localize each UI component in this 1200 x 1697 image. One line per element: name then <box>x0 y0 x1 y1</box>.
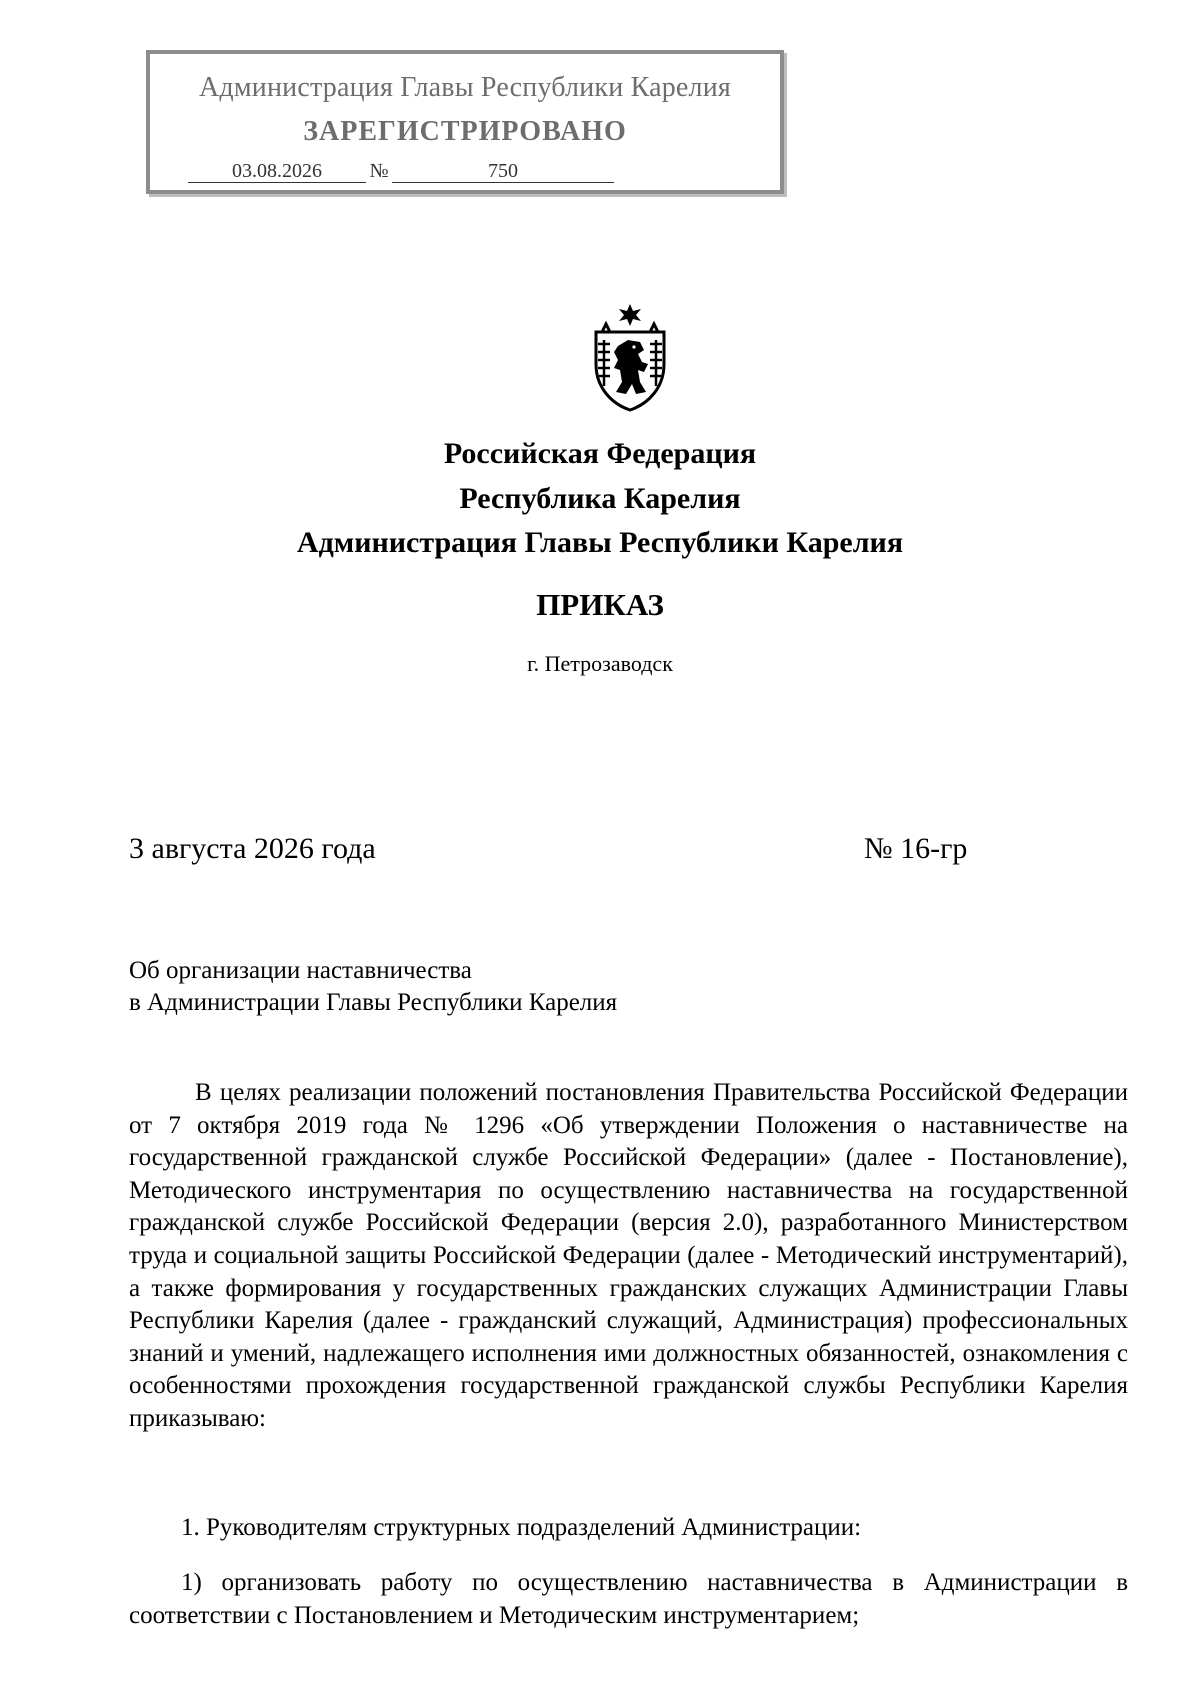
stamp-registration-line <box>188 160 614 183</box>
stamp-number: 750 <box>392 160 614 183</box>
clause-1-heading: 1. Руководителям структурных подразделений Администрации: <box>181 1514 862 1541</box>
document-city: г. Петрозаводск <box>527 651 673 676</box>
document-type: ПРИКАЗ <box>536 587 664 622</box>
registration-stamp <box>146 50 784 194</box>
karelia-coat-of-arms-icon <box>584 302 676 414</box>
subject-line-2: в Администрации Главы Республики Карелия <box>129 989 618 1016</box>
clause-1-item-1: 1) организовать работу по осуществлению наставничества в Администрации в соответствии с Постановлением и Методическим инструментарием; <box>129 1569 1128 1629</box>
order-number: № 16-гр <box>864 832 968 865</box>
order-subject <box>129 955 617 1019</box>
subject-line-1: Об организации наставничества <box>129 957 472 984</box>
preamble-paragraph: В целях реализации положений постановления Правительства Российской Федерации от 7 октября 2019 года № 1296 «Об утверждении Положения о наставничестве на государственной гражданской службе Российской Федерации» (далее - Постановление), Методического инструментария по осуществлению наставничества на государственной гражданской службе Российской Федерации (версия 2.0), разработанного Министерством труда и социальной защиты Российской Федерации (далее - Методический инструментарий), а также формирования у государственных гражданских служащих Администрации Главы Республики Карелия (далее - гражданский служащий, Администрация) профессиональных знаний и умений, надлежащего исполнения ими должностных обязанностей, ознакомления с особенностями прохождения государственной гражданской службы Республики Карелия приказываю: <box>129 1079 1128 1432</box>
header-region: Республика Карелия <box>459 482 741 515</box>
stamp-date: 03.08.2026 <box>188 160 366 183</box>
stamp-number-sign: № <box>369 160 389 182</box>
stamp-status: ЗАРЕГИСТРИРОВАНО <box>303 116 627 147</box>
stamp-organization: Администрация Главы Республики Карелия <box>199 72 731 103</box>
order-date: 3 августа 2026 года <box>129 832 376 865</box>
header-organization: Администрация Главы Республики Карелия <box>296 526 904 559</box>
header-country: Российская Федерация <box>443 437 757 470</box>
